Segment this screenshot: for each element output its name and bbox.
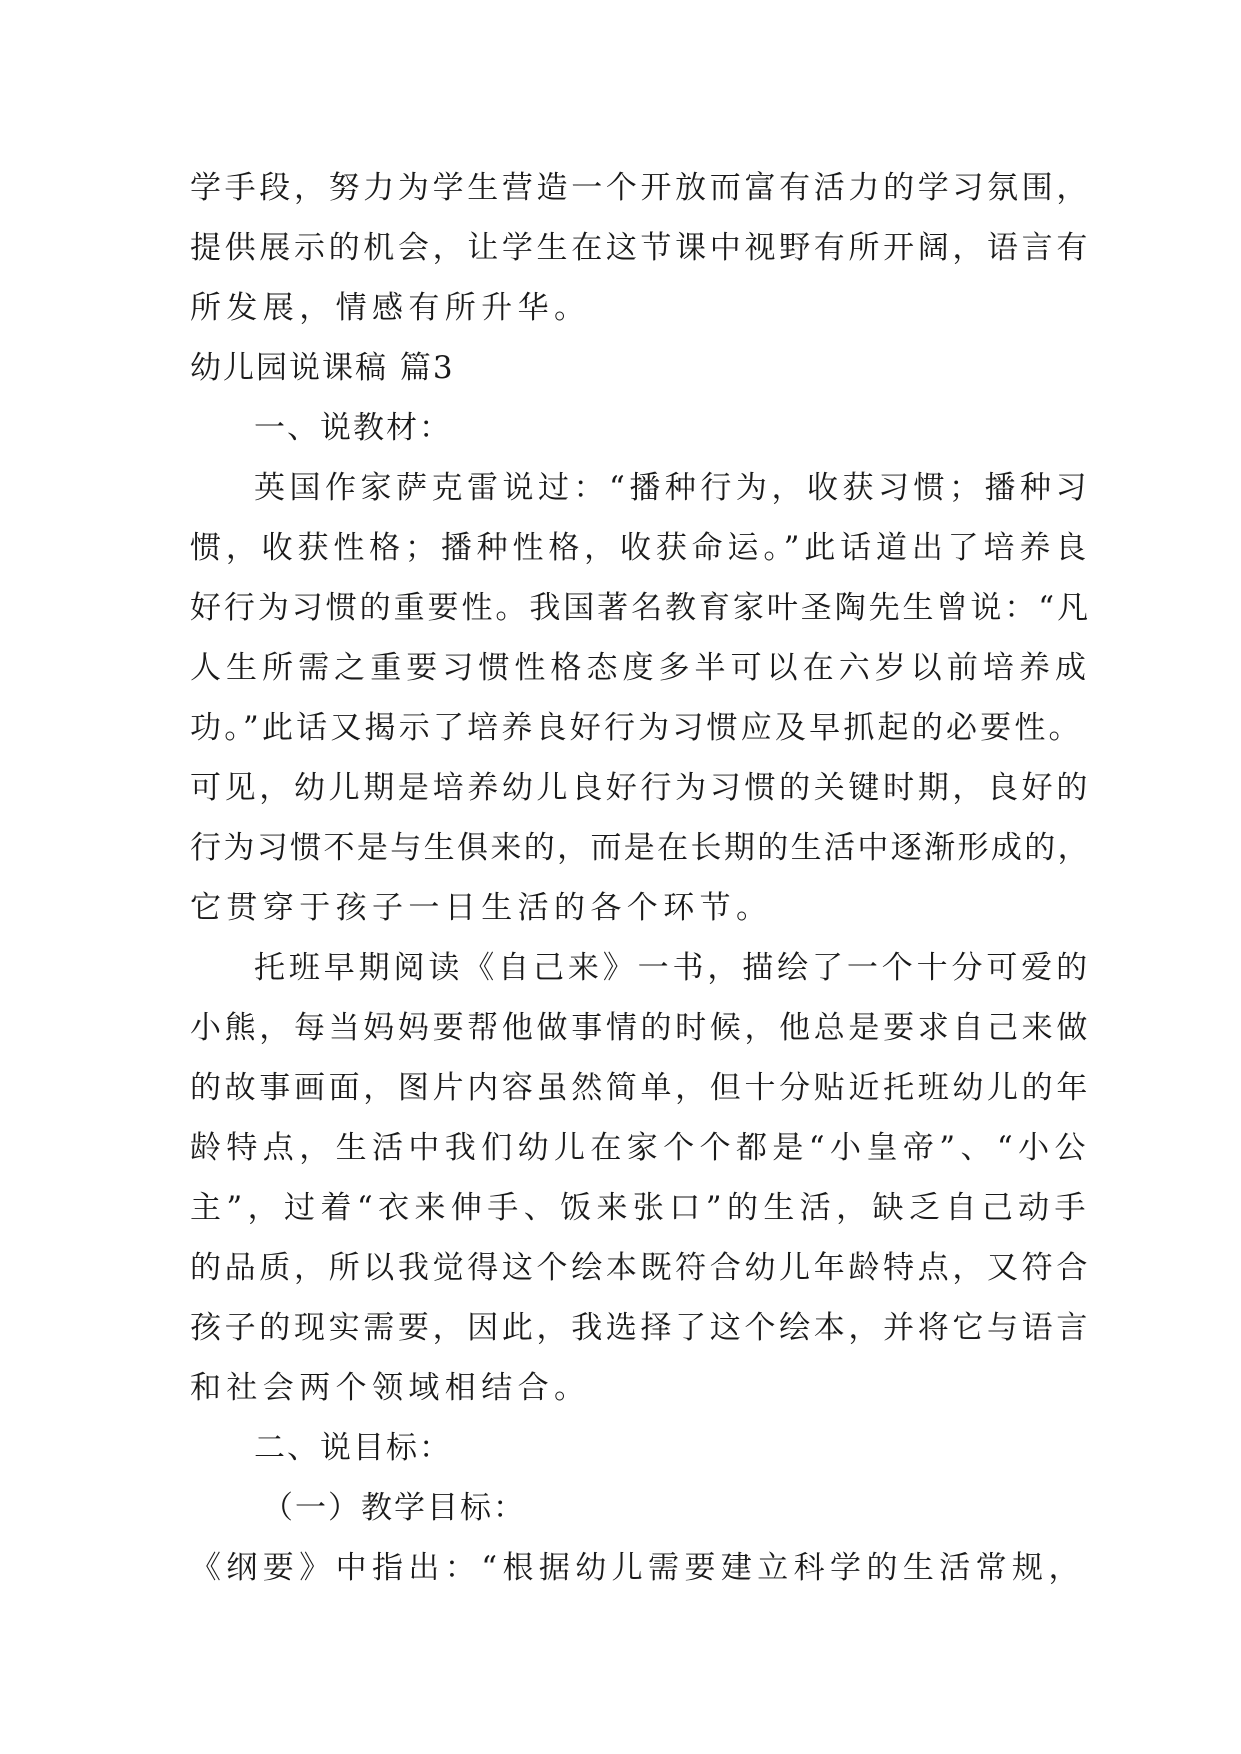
section-heading: 二、说目标： <box>254 1430 452 1466</box>
section-heading: 一、说教材： <box>254 410 452 446</box>
subsection-heading: （一）教学目标： <box>262 1490 526 1526</box>
text-line: 的故事画面，图片内容虽然简单，但十分贴近托班幼儿的年 <box>190 1070 1091 1106</box>
text-line: 主”，过着“衣来伸手、饭来张口”的生活，缺乏自己动手 <box>190 1190 1091 1226</box>
text-line: 的品质，所以我觉得这个绘本既符合幼儿年龄特点，又符合 <box>190 1250 1091 1286</box>
text-line: 孩子的现实需要，因此，我选择了这个绘本，并将它与语言 <box>190 1310 1091 1346</box>
text-line: 好行为习惯的重要性。我国著名教育家叶圣陶先生曾说：“凡 <box>190 590 1091 626</box>
text-line: 功。”此话又揭示了培养良好行为习惯应及早抓起的必要性。 <box>190 710 1083 746</box>
text-line: 学手段，努力为学生营造一个开放而富有活力的学习氛围， <box>190 170 1091 206</box>
text-line: 惯，收获性格；播种性格，收获命运。”此话道出了培养良 <box>190 530 1091 566</box>
text-line: 《纲要》中指出：“根据幼儿需要建立科学的生活常规， <box>190 1550 1085 1586</box>
text-line: 所发展，情感有所升华。 <box>190 290 591 326</box>
text-line: 可见，幼儿期是培养幼儿良好行为习惯的关键时期，良好的 <box>190 770 1091 806</box>
text-line: 和社会两个领域相结合。 <box>190 1370 591 1406</box>
text-line: 提供展示的机会，让学生在这节课中视野有所开阔，语言有 <box>190 230 1091 266</box>
text-line: 英国作家萨克雷说过：“播种行为，收获习惯；播种习 <box>254 470 1091 506</box>
text-line: 托班早期阅读《自己来》一书，描绘了一个十分可爱的 <box>254 950 1091 986</box>
text-line: 龄特点，生活中我们幼儿在家个个都是“小皇帝”、“小公 <box>190 1130 1091 1166</box>
text-line: 它贯穿于孩子一日生活的各个环节。 <box>190 890 773 926</box>
text-line: 小熊，每当妈妈要帮他做事情的时候，他总是要求自己来做 <box>190 1010 1091 1046</box>
text-line: 人生所需之重要习惯性格态度多半可以在六岁以前培养成 <box>190 650 1091 686</box>
section-title: 幼儿园说课稿 篇3 <box>190 350 455 386</box>
text-line: 行为习惯不是与生俱来的，而是在长期的生活中逐渐形成的， <box>190 830 1091 866</box>
